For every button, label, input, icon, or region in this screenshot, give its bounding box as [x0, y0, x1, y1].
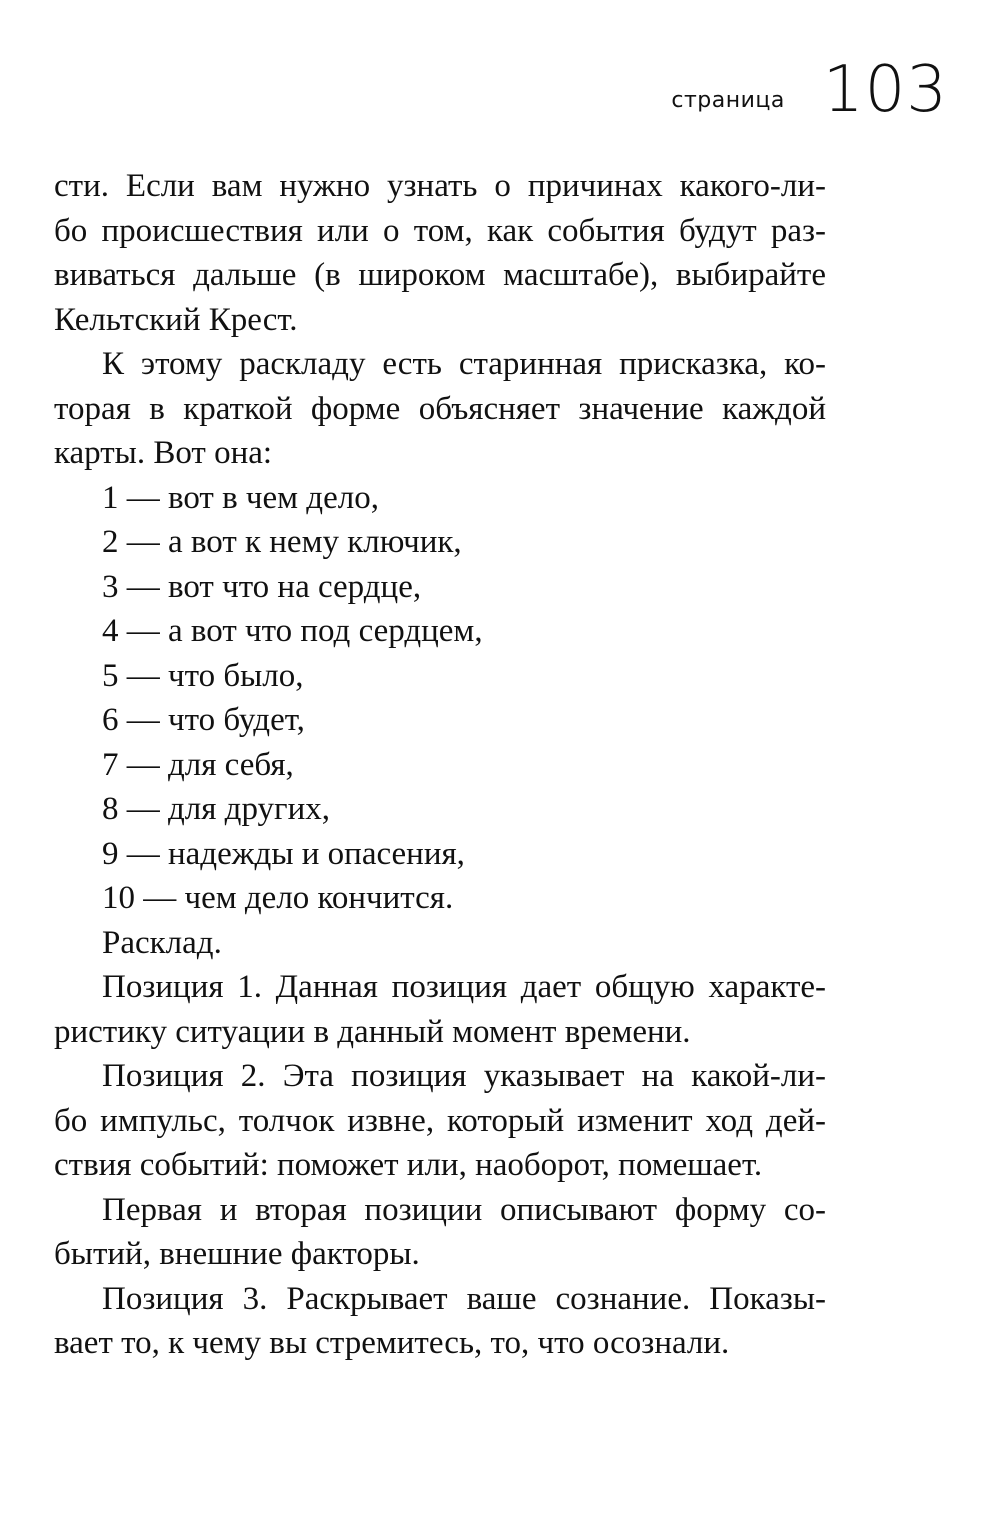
text-line: 9 — надежды и опасения,	[102, 835, 465, 872]
text-line: виваться дальше (в широком масштабе), выбирайте	[54, 257, 826, 293]
page-header	[671, 53, 948, 127]
text-line: бо импульс, толчок извне, который изменит ход дей-	[54, 1102, 826, 1139]
text-line: 2 — а вот к нему ключик,	[102, 524, 462, 560]
page-number: 103	[822, 53, 948, 127]
text-line: 6 — что будет,	[102, 702, 305, 738]
text-line: торая в краткой форме объясняет значение каждой	[54, 390, 826, 427]
text-line: 3 — вот что на сердце,	[102, 568, 422, 605]
text-line: ристику ситуации в данный момент времени.	[54, 1013, 691, 1050]
text-line: бо происшествия или о том, как события будут раз-	[54, 212, 826, 249]
text-line: вает то, к чему вы стремитесь, то, что осознали.	[54, 1325, 730, 1361]
page-label: страница	[671, 88, 785, 113]
page-body-text	[54, 164, 826, 1366]
text-line: Кельтский Крест.	[54, 301, 298, 338]
text-line: 8 — для других,	[102, 791, 330, 827]
text-line: 1 — вот в чем дело,	[102, 479, 379, 516]
text-line: Расклад.	[102, 924, 222, 961]
text-line: 4 — а вот что под сердцем,	[102, 613, 483, 649]
text-line: 10 — чем дело кончится.	[102, 880, 454, 916]
text-line: Позиция 1. Данная позиция дает общую характе-	[102, 969, 826, 1005]
text-line: 5 — что было,	[102, 657, 304, 694]
text-line: 7 — для себя,	[102, 746, 294, 783]
text-line: карты. Вот она:	[54, 435, 273, 471]
text-line: Позиция 3. Раскрывает ваше сознание. Показы-	[102, 1280, 826, 1317]
text-line: Первая и вторая позиции описывают форму со-	[102, 1191, 826, 1228]
text-line: бытий, внешние факторы.	[54, 1236, 420, 1272]
text-line: ствия событий: поможет или, наоборот, помешает.	[54, 1147, 763, 1183]
text-line: К этому раскладу есть старинная присказка, ко-	[102, 346, 826, 382]
text-line: Позиция 2. Эта позиция указывает на какой-ли-	[102, 1058, 826, 1094]
text-line: сти. Если вам нужно узнать о причинах какого-ли-	[54, 168, 826, 204]
